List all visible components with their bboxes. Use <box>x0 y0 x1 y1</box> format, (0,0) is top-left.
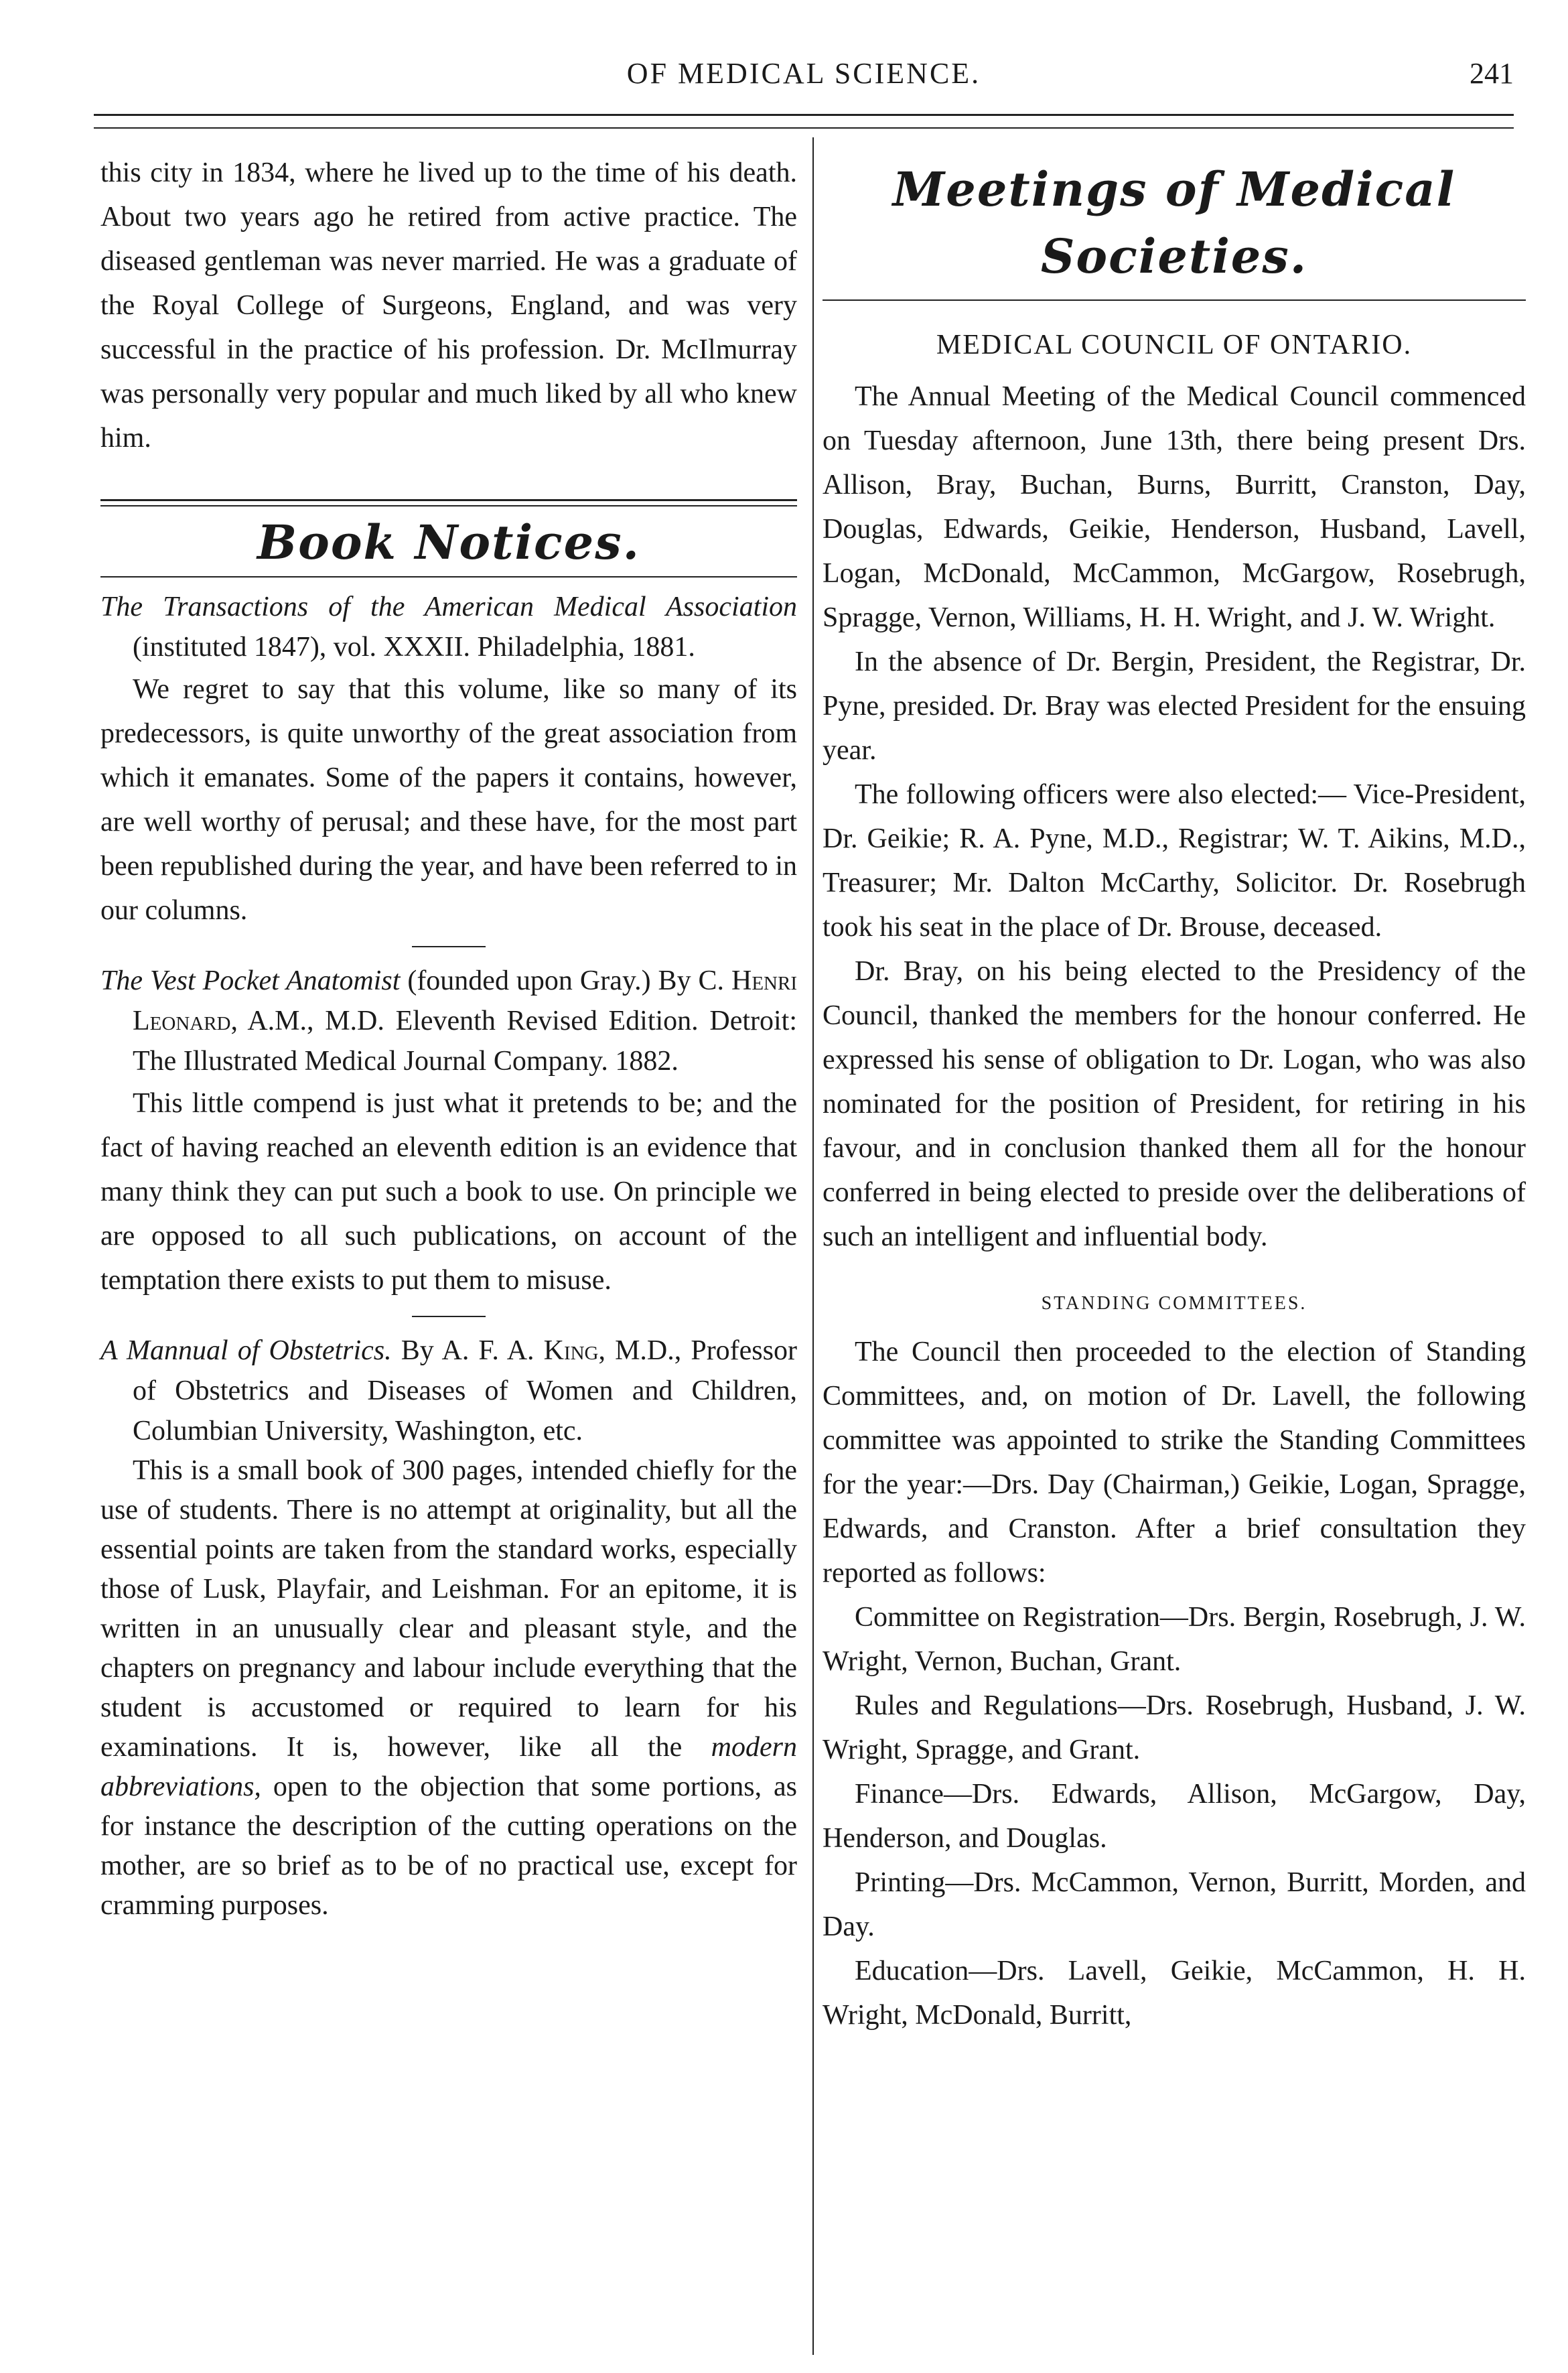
review-text: open to the objection that some portions, as for instance the description of the cutting operations on the mother, are so brief as to be of no practical use, except for cramming purposes. <box>100 1771 797 1921</box>
book-author: Henri Leonard <box>133 965 798 1036</box>
running-title: OF MEDICAL SCIENCE. <box>626 57 981 90</box>
book-citation-detail: (instituted 1847), vol. XXXII. Philadelphia, 1881. <box>133 632 695 663</box>
committee-paragraph: Committee on Registration—Drs. Bergin, Rosebrugh, J. W. Wright, Vernon, Buchan, Grant. <box>823 1602 1526 1677</box>
section-rule <box>823 299 1526 301</box>
column-divider <box>812 137 814 2355</box>
committee-paragraph: The Council then proceeded to the election of Standing Committees, and, on motion of Dr. Lavell, the following committee was appointed to strike the Standing Committees for the year:—Drs. Day (Chairman,) Geikie, Logan, Spragge, Edwards, and Cranston. After a brief consultation they reported as follows: <box>823 1337 1526 1588</box>
section-rule <box>100 505 797 506</box>
section-rule <box>100 576 797 578</box>
book-review: This little compend is just what it pretends to be; and the fact of having reached an eleventh edition is an evidence that many think they can put such a book to use. On principle we are opposed to all such publications, on account of the temptation there exists to put them to misuse. <box>100 1088 797 1296</box>
book-citation <box>100 1331 797 1451</box>
council-paragraph: The following officers were also elected:— Vice-President, Dr. Geikie; R. A. Pyne, M.D., Registrar; W. T. Aikins, M.D., Treasurer; Mr. Dalton McCarthy, Solicitor. Dr. Rosebrugh took his seat in the place of Dr. Brouse, deceased. <box>823 779 1526 943</box>
obituary-paragraph: this city in 1834, where he lived up to the time of his death. About two years ago he retired from active practice. The diseased gentleman was never married. He was a graduate of the Royal College of Surgeons, England, and was very successful in the practice of his profession. Dr. McIlmurray was personally very popular and much liked by all who knew him. <box>100 157 797 454</box>
book-citation-detail: By A. F. A. <box>391 1335 544 1366</box>
book-author: King <box>543 1335 599 1366</box>
book-notices-heading: Book Notices. <box>257 515 640 570</box>
book-title: A Mannual of Obstetrics. <box>100 1335 392 1366</box>
committee-paragraph: Education—Drs. Lavell, Geikie, McCammon, H. H. Wright, McDonald, Burritt, <box>823 1956 1526 2031</box>
left-column <box>100 151 797 1925</box>
review-text: This is a small book of 300 pages, intended chiefly for the use of students. There is no attempt at originality, but all the essential points are taken from the standard works, especially those of Lusk, Playfair, and Leishman. For an epitome, it is written in an unusually clear and pleasant style, and the chapters on pregnancy and labour include everything that the student is accustomed or required to learn for his examinations. It is, however, like all the <box>100 1455 797 1763</box>
header-rule <box>94 114 1514 116</box>
meetings-heading: Meetings of Medical Societies. <box>892 161 1456 284</box>
book-citation-detail: , M.D., Professor of Obstetrics and Diseases of Women and Children, Columbian University, Washington, etc. <box>133 1335 797 1446</box>
book-review <box>100 1451 797 1925</box>
short-rule <box>412 1316 486 1317</box>
council-paragraph: Dr. Bray, on his being elected to the Presidency of the Council, thanked the members for the honour conferred. He expressed his sense of obligation to Dr. Logan, who was also nominated for the position of President, for retiring in his favour, and in conclusion thanked them all for the honour conferred in being elected to preside over the deliberations of such an intelligent and influential body. <box>823 956 1526 1252</box>
review-italic: modern abbreviations, <box>100 1732 797 1802</box>
committee-paragraph: Rules and Regulations—Drs. Rosebrugh, Husband, J. W. Wright, Spragge, and Grant. <box>823 1690 1526 1765</box>
council-heading: MEDICAL COUNCIL OF ONTARIO. <box>936 330 1413 360</box>
council-paragraph: In the absence of Dr. Bergin, President, the Registrar, Dr. Pyne, presided. Dr. Bray was elected President for the ensuing year. <box>823 647 1526 766</box>
running-head <box>94 55 1514 102</box>
book-citation <box>100 587 797 667</box>
book-citation-detail: , A.M., M.D. Eleventh Revised Edition. Detroit: The Illustrated Medical Journal Company. 1882. <box>133 1006 797 1077</box>
standing-committees-heading: STANDING COMMITTEES. <box>1041 1293 1307 1314</box>
book-title: The Transactions of the American Medical Association <box>100 592 797 622</box>
right-column <box>823 151 1526 2037</box>
page-number: 241 <box>1470 57 1514 90</box>
committee-paragraph: Printing—Drs. McCammon, Vernon, Burritt, Morden, and Day. <box>823 1867 1526 1942</box>
book-review: We regret to say that this volume, like so many of its predecessors, is quite unworthy of the great association from which it emanates. Some of the papers it contains, however, are well worthy of perusal; and these have, for the most part been republished during the year, and have been referred to in our columns. <box>100 674 797 926</box>
council-paragraph: The Annual Meeting of the Medical Council commenced on Tuesday afternoon, June 13th, there being present Drs. Allison, Bray, Buchan, Burns, Burritt, Cranston, Day, Douglas, Edwards, Geikie, Henderson, Husband, Lavell, Logan, McDonald, McCammon, McGargow, Rosebrugh, Spragge, Vernon, Williams, H. H. Wright, and J. W. Wright. <box>823 381 1526 633</box>
book-title: The Vest Pocket Anatomist <box>100 965 401 996</box>
book-citation <box>100 961 797 1081</box>
short-rule <box>412 946 486 947</box>
committee-paragraph: Finance—Drs. Edwards, Allison, McGargow, Day, Henderson, and Douglas. <box>823 1779 1526 1854</box>
header-rule-second <box>94 127 1514 129</box>
section-rule <box>100 499 797 501</box>
book-citation-detail: (founded upon Gray.) By C. <box>400 965 732 996</box>
